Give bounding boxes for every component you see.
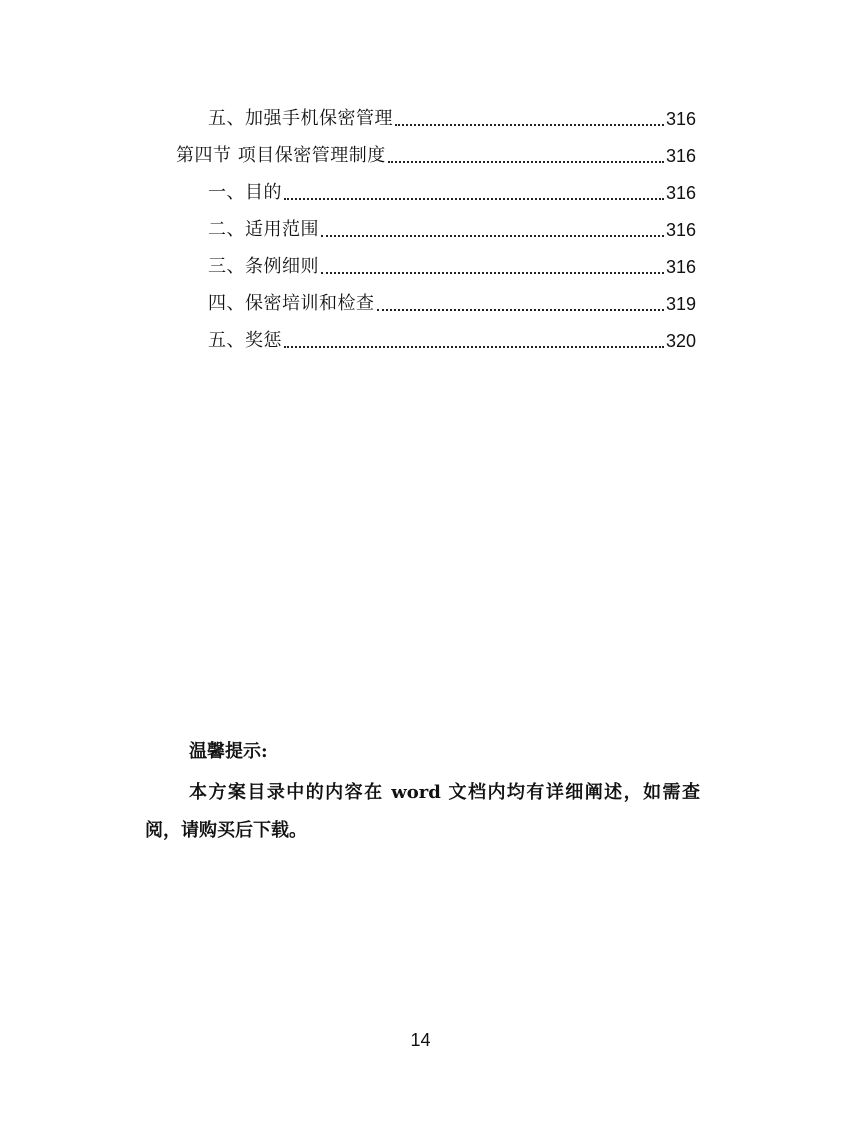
toc-leader-dots (284, 198, 664, 200)
toc-entry-page: 316 (665, 183, 696, 203)
toc-leader-dots (284, 346, 664, 348)
toc-leader-dots (395, 124, 664, 126)
toc-entry-page: 316 (665, 109, 696, 129)
page-number: 14 (410, 1030, 431, 1050)
toc-entry-title: 五、加强手机保密管理 (208, 108, 393, 129)
toc-leader-dots (321, 272, 664, 274)
toc-entry-page: 316 (665, 220, 696, 240)
toc-entry-title: 四、保密培训和检查 (208, 293, 375, 314)
toc-entry[interactable] (208, 289, 696, 319)
toc-entry[interactable] (208, 178, 696, 208)
toc-leader-dots (321, 235, 664, 237)
toc-entry-page: 320 (665, 331, 696, 351)
toc-leader-dots (377, 309, 664, 311)
toc-entry-page: 316 (665, 146, 696, 166)
toc-entry-title: 三、条例细则 (208, 256, 319, 277)
toc-entry-page: 319 (665, 294, 696, 314)
toc-leader-dots (388, 161, 664, 163)
notice-body: 本方案目录中的内容在 word 文档内均有详细阐述，如需查阅，请购买后下载。 (145, 782, 700, 841)
notice-heading: 温馨提示: (189, 741, 268, 762)
toc-entry[interactable] (176, 141, 696, 171)
toc-entry-title: 五、奖惩 (208, 330, 282, 351)
toc-entry[interactable] (208, 326, 696, 356)
toc-entry-title: 二、适用范围 (208, 219, 319, 240)
toc-entry[interactable] (208, 104, 696, 134)
toc-entry-title: 一、目的 (208, 182, 282, 203)
toc-entry[interactable] (208, 252, 696, 282)
toc-entry[interactable] (208, 215, 696, 245)
toc-entry-page: 316 (665, 257, 696, 277)
toc-entry-title: 第四节 项目保密管理制度 (176, 145, 386, 166)
